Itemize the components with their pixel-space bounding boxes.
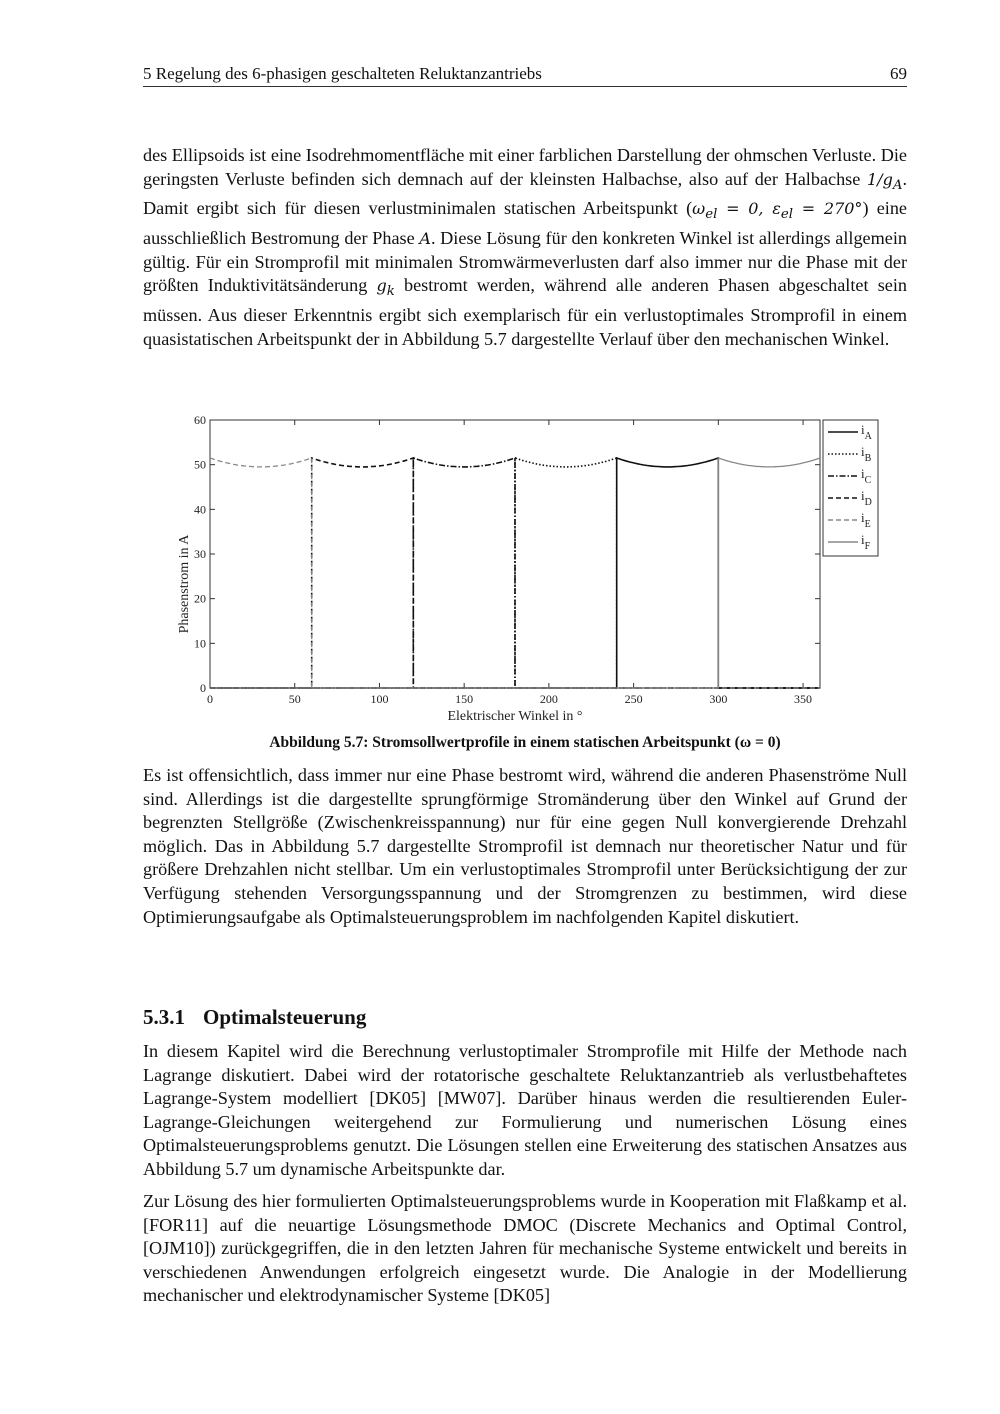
y-tick-label: 10 <box>194 636 206 651</box>
running-header <box>143 62 907 87</box>
math-inline: A <box>419 229 431 249</box>
section-number: 5.3.1 <box>143 1005 185 1029</box>
legend-entry: $i_D$ <box>861 488 872 508</box>
x-tick-label: 200 <box>539 692 558 706</box>
text-run: des Ellipsoids ist eine Isodrehmomentfläche mit einer farblichen Darstellung der ohmschen Verluste. Die geringsten Verluste befinden sich demnach auf der kleinsten Halbachse, also auf der Halbachse <box>143 145 907 189</box>
y-tick-label: 30 <box>194 547 206 561</box>
x-tick-label: 150 <box>455 692 474 706</box>
math-inline: $1/g_A$ <box>867 169 903 193</box>
figure-caption: Abbildung 5.7: Stromsollwertprofile in einem statischen Arbeitspunkt (ω = 0) <box>269 734 781 751</box>
y-tick-label: 20 <box>194 591 206 606</box>
x-tick-label: 50 <box>288 692 301 706</box>
x-tick-label: 250 <box>624 692 643 706</box>
paragraph-3: In diesem Kapitel wird die Berechnung verlustoptimaler Stromprofile mit Hilfe der Methode nach Lagrange diskutiert. Dabei wird der rotatorische geschaltete Reluktanzantrieb als verlustbehaftetes Lagrange-System modelliert [DK05] [MW07]. Darüber hinaus werden die resultierenden Euler-Lagrange-Gleichungen weitergehend zur Formulierung und numerischen Lösung eines Optimalsteuerungsproblems genutzt. Die Lösungen stellen eine Erweiterung des statischen Ansatzes aus Abbildung 5.7 um dynamische Arbeitspunkte dar. <box>143 1041 907 1179</box>
paragraph-2: Es ist offensichtlich, dass immer nur eine Phase bestromt wird, während die anderen Phasenströme Null sind. Allerdings ist die dargestellte sprungförmige Stromänderung über den Winkel auf Grund der begrenzten Stellgröße (Zwischenkreisspannung) nur für eine gegen Null konvergierende Drehzahl möglich. Das in Abbildung 5.7 dargestellte Stromprofil ist demnach nur theoretischer Natur und für größere Drehzahlen nicht stellbar. Um ein verlustoptimales Stromprofil unter Berücksichtigung der zur Verfügung stehenden Versorgungsspannung und der Stromgrenzen zu bestimmen, wird diese Optimierungsaufgabe als Optimalsteuerungsproblem im nachfolgenden Kapitel diskutiert. <box>143 765 907 927</box>
chapter-title: 5 Regelung des 6-phasigen geschalteten Reluktanzantriebs <box>143 64 542 83</box>
section-heading <box>143 1005 366 1030</box>
y-tick-label: 60 <box>194 413 206 427</box>
y-tick-label: 50 <box>194 457 206 472</box>
phase-current-chart <box>160 405 880 730</box>
text-run: . Diese Lösung für den konkreten Winkel ist allerdings allgemein gültig. Für ein Stromprofil mit minimalen Stromwärmeverlusten darf also immer nur die Phase mit der größten Induktivitätsänderung <box>143 228 907 296</box>
math-inline: $\omega_{el} = 0$, $\varepsilon_{el} = 270^\circ$ <box>692 199 863 223</box>
x-tick-label: 350 <box>794 692 813 706</box>
legend-entry: $i_C$ <box>861 466 872 486</box>
legend-entry: $i_B$ <box>861 444 872 464</box>
x-tick-label: 0 <box>207 692 213 706</box>
paragraph-4: Zur Lösung des hier formulierten Optimalsteuerungsproblems wurde in Kooperation mit Flaßkamp et al. [FOR11] auf die neuartige Lösungsmethode DMOC (Discrete Mechanics and Optimal Control, [OJM10]) zurückgegriffen, die in den letzten Jahren für mechanische Systeme entwickelt und bereits in verschiedenen Anwendungen erfolgreich eingesetzt wurde. Die Analogie in der Modellierung mechanischer und elektrodynamischer Systeme [DK05] <box>143 1191 907 1306</box>
text-run: . Damit ergibt sich für diesen verlustminimalen statischen Arbeitspunkt ( <box>143 168 907 219</box>
x-tick-label: 100 <box>370 692 389 706</box>
series-line-i-c <box>210 458 820 688</box>
math-inline: $g_k$ <box>376 276 395 300</box>
y-tick-label: 0 <box>200 681 206 695</box>
x-tick-label: 300 <box>709 692 728 706</box>
paragraph-1 <box>143 144 907 351</box>
text-run: bestromt werden, während alle anderen Phasen abgeschaltet sein müssen. Aus dieser Erkenntnis ergibt sich exemplarisch für ein verlustoptimales Stromprofil in einem quasistatischen Arbeitspunkt der in Abbildung 5.7 dargestellte Verlauf über den mechanischen Winkel. <box>143 275 907 349</box>
x-axis-label: Elektrischer Winkel in ° <box>447 709 583 724</box>
page-number: 69 <box>890 64 907 83</box>
text-run: ) eine ausschließlich Bestromung der Phase <box>143 198 907 249</box>
y-axis-label: Phasenstrom in A <box>177 534 192 634</box>
legend-entry: $i_A$ <box>861 422 872 442</box>
legend-entry: $i_F$ <box>861 532 871 552</box>
section-title: Optimalsteuerung <box>203 1005 367 1029</box>
y-tick-label: 40 <box>194 502 206 517</box>
legend-entry: $i_E$ <box>861 510 871 530</box>
